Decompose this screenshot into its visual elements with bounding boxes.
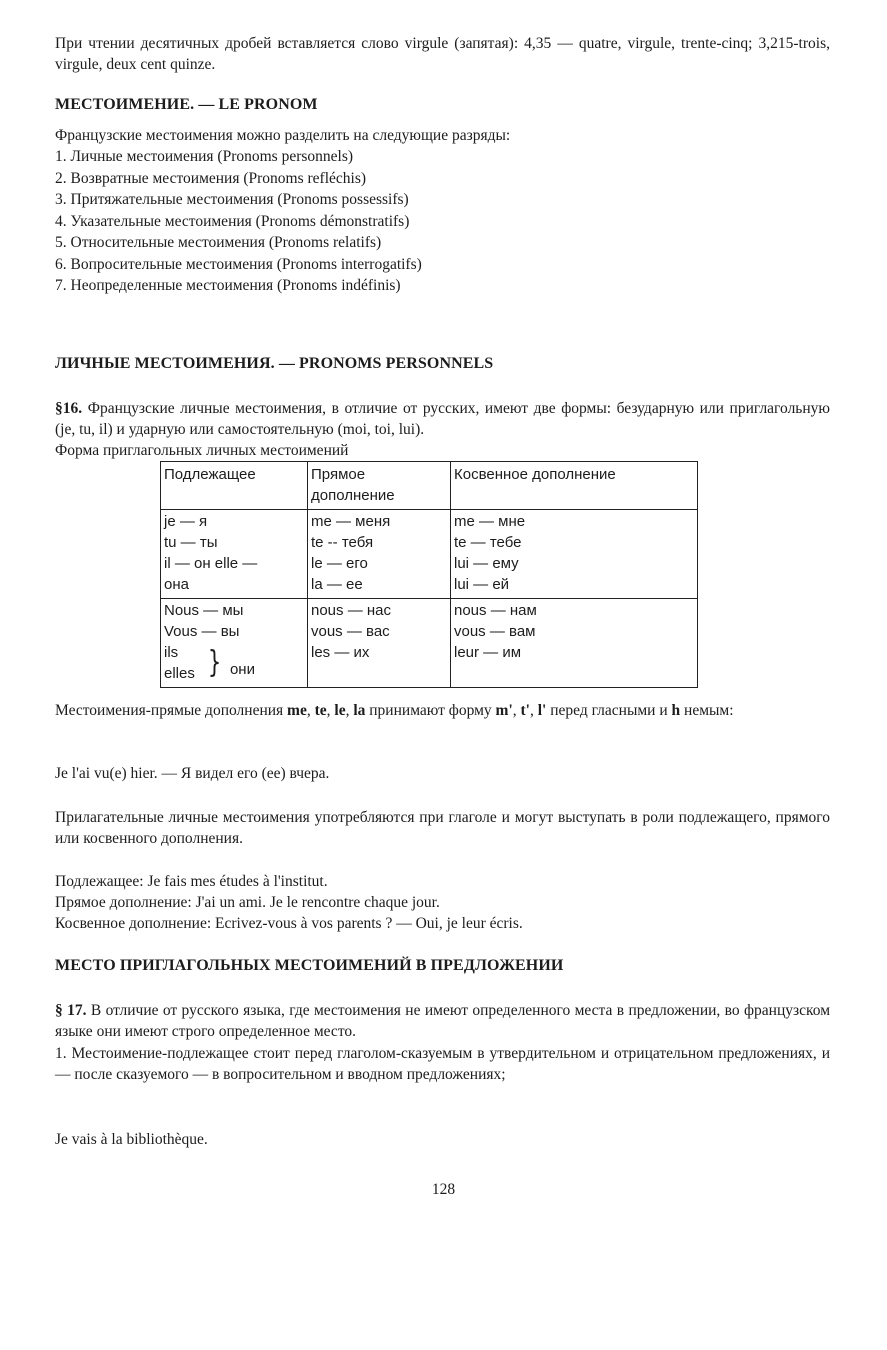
cell-line: te -- тебя (311, 534, 374, 551)
plural-direct-cell (308, 599, 451, 688)
text-run: принимают форму (365, 702, 496, 719)
bold-run: t' (520, 702, 530, 719)
example-subject: Подлежащее: Je fais mes études à l'institut. (55, 873, 328, 890)
cell-line: elles (164, 665, 195, 682)
cell-line: Vous — вы (164, 623, 240, 640)
singular-direct-cell (308, 510, 451, 599)
cell-line: les — их (311, 644, 370, 661)
header-direct-object: Прямое дополнение (308, 462, 451, 510)
section-number: §16. (55, 400, 83, 417)
cell-line: nous — нас (311, 602, 391, 619)
cell-line: vous — вам (454, 623, 536, 640)
singular-subject-cell (161, 510, 308, 599)
text-run: , (345, 702, 354, 719)
section-number: § 17. (55, 1002, 87, 1019)
header-subject: Подлежащее (161, 462, 308, 510)
cell-line: tu — ты (164, 534, 218, 551)
personal-pronouns-table (160, 461, 698, 688)
pronoun-classes-list (55, 146, 422, 297)
paragraph-text: В отличие от русского языка, где местоимения не имеют определенного места в предложении, во французском языке они имеют строго определенное место. (55, 1002, 831, 1040)
cell-line: il — он elle — (164, 555, 258, 572)
cell-line: lui — ему (454, 555, 519, 572)
text-run: , (512, 702, 521, 719)
example-sentence: Je vais à la bibliothèque. (55, 1131, 208, 1148)
table-header-row (161, 462, 698, 510)
bold-run: te (314, 702, 327, 719)
cell-line: leur — им (454, 644, 522, 661)
text-run: Местоимения-прямые дополнения (55, 702, 288, 719)
list-item: 3. Притяжательные местоимения (Pronoms possessifs) (55, 191, 409, 208)
cell-line: me — меня (311, 513, 391, 530)
bold-run: h (671, 702, 681, 719)
heading-personal: ЛИЧНЫЕ МЕСТОИМЕНИЯ. — PRONOMS PERSONNELS (55, 355, 494, 372)
heading-place: МЕСТО ПРИГЛАГОЛЬНЫХ МЕСТОИМЕНИЙ В ПРЕДЛОЖЕНИИ (55, 957, 564, 974)
table-row (161, 599, 698, 688)
list-item: 7. Неопределенные местоимения (Pronoms indéfinis) (55, 277, 401, 294)
paragraph-text: Французские личные местоимения, в отличие от русских, имеют две формы: безударную или приглагольную (je, tu, il) и ударную или самостоятельную (moi, toi, lui). (55, 400, 830, 438)
bold-run: l' (537, 702, 547, 719)
list-item: 2. Возвратные местоимения (Pronoms refléchis) (55, 169, 367, 187)
cell-line: la — ее (311, 576, 363, 593)
example-direct-object: Прямое дополнение: J'ai un ami. Je le rencontre chaque jour. (55, 894, 440, 911)
usage-paragraph: Прилагательные личные местоимения употребляются при глаголе и могут выступать в роли подлежащего, прямого или косвенного дополнения. (55, 809, 830, 847)
paragraph-17-point-1: 1. Местоимение-подлежащее стоит перед глаголом-сказуемым в утвердительном и отрицательном предложениях, и — после сказуемого — в вопросительном и вводном предложениях; (55, 1045, 830, 1083)
page-number: 128 (431, 1181, 456, 1198)
cell-line: me — мне (454, 513, 526, 530)
heading-pronoun: МЕСТОИМЕНИЕ. — LE PRONOM (55, 96, 318, 113)
cell-line: vous — вас (311, 623, 390, 640)
paragraph-17 (55, 1000, 830, 1042)
text-run: , (529, 702, 538, 719)
brace-icon: } (207, 645, 222, 680)
list-item: 5. Относительные местоимения (Pronoms relatifs) (55, 234, 382, 251)
cell-line: je — я (164, 513, 208, 530)
list-item: 1. Личные местоимения (Pronoms personnels) (55, 148, 354, 165)
cell-line: te — тебе (454, 534, 522, 551)
header-indirect-object: Косвенное дополнение (451, 462, 698, 510)
singular-indirect-cell (451, 510, 698, 599)
classes-intro: Французские местоимения можно разделить на следующие разряды: (55, 127, 511, 144)
table-caption: Форма приглагольных личных местоимений (55, 442, 349, 459)
cell-line: Nous — мы (164, 602, 244, 619)
brace-group (164, 642, 304, 684)
bold-run: la (353, 702, 366, 719)
table-row (161, 510, 698, 599)
cell-line: она (164, 576, 189, 593)
text-run: , (326, 702, 335, 719)
example-indirect-object: Косвенное дополнение: Ecrivez-vous à vos parents ? — Oui, je leur écris. (55, 915, 523, 932)
cell-line: lui — ей (454, 576, 510, 593)
bold-run: me (287, 702, 307, 719)
text-run: перед гласными и (546, 702, 672, 719)
bold-run: le (334, 702, 346, 719)
elision-paragraph (55, 700, 830, 721)
intro-paragraph: При чтении десятичных дробей вставляется слово virgule (запятая): 4,35 — quatre, virgule, trente-cinq; 3,215-trois, virgule, deux cent quinze. (55, 35, 830, 73)
brace-group-items (164, 642, 195, 684)
plural-subject-cell (161, 599, 308, 688)
brace-label: они (229, 660, 255, 678)
text-run: немым: (680, 702, 734, 719)
text-run: , (306, 702, 315, 719)
list-item: 6. Вопросительные местоимения (Pronoms interrogatifs) (55, 255, 422, 273)
paragraph-16 (55, 398, 830, 440)
plural-indirect-cell (451, 599, 698, 688)
list-item: 4. Указательные местоимения (Pronoms démonstratifs) (55, 212, 410, 230)
cell-line: ils (164, 644, 179, 661)
cell-line: nous — нам (454, 602, 537, 619)
example-sentence: Je l'ai vu(e) hier. — Я видел его (ее) вчера. (55, 765, 330, 782)
cell-line: le — его (311, 555, 368, 572)
bold-run: m' (495, 702, 513, 719)
